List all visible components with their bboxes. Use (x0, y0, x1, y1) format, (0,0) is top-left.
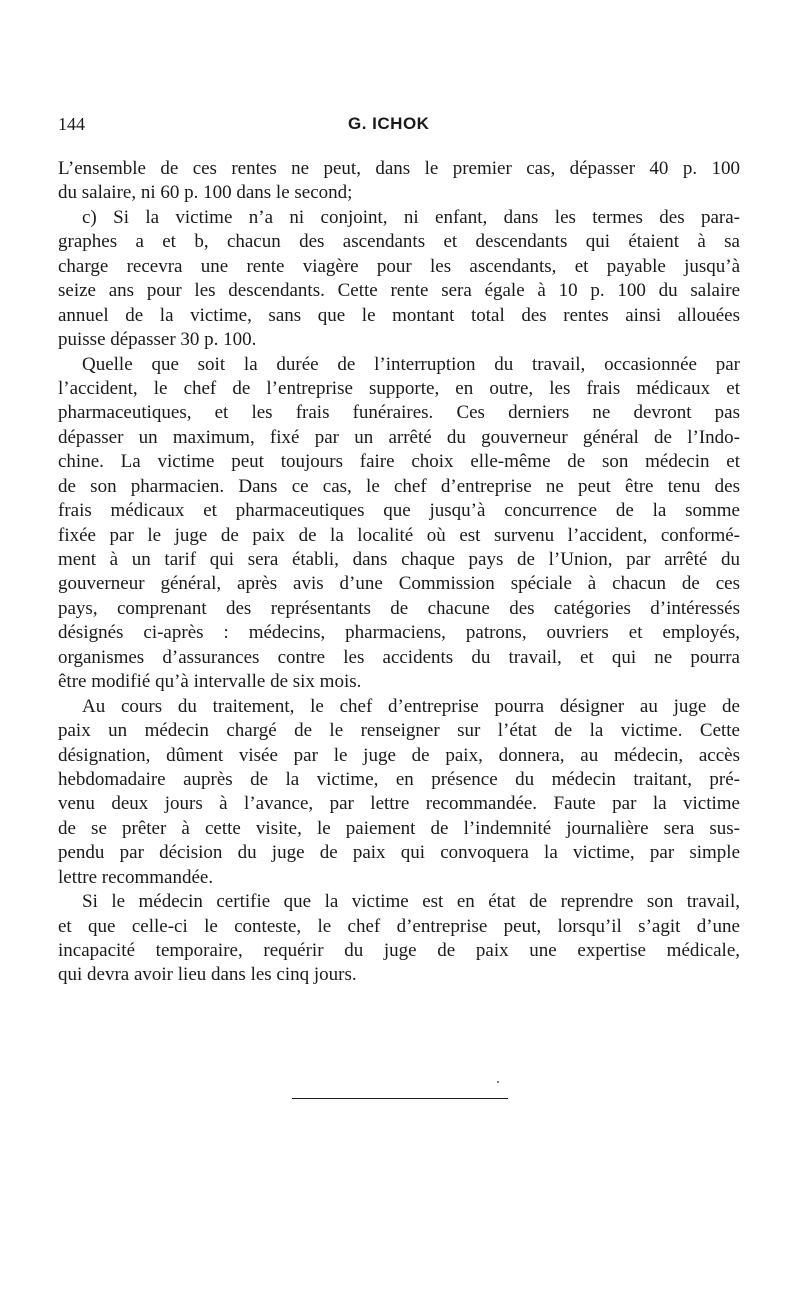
text-line: et que celle-ci le conteste, le chef d’entreprise peut, lorsqu’il s’agit d’une (58, 915, 740, 937)
text-line: désignés ci-après : médecins, pharmaciens, patrons, ouvriers et employés, (58, 622, 740, 644)
text-line: Quelle que soit la durée de l’interruption du travail, occasionnée par (82, 353, 740, 375)
text-line: incapacité temporaire, requérir du juge de paix une expertise médicale, (58, 940, 740, 961)
text-line: de son pharmacien. Dans ce cas, le chef d’entreprise ne peut être tenu des (58, 475, 740, 497)
text-line: graphes a et b, chacun des ascendants et descendants qui étaient à sa (58, 231, 740, 253)
text-line: hebdomadaire auprès de la victime, en présence du médecin traitant, pré- (58, 768, 740, 790)
text-line: Au cours du traitement, le chef d’entreprise pourra désigner au juge de (82, 695, 740, 717)
text-line: puisse dépasser 30 p. 100. (58, 329, 257, 351)
text-line: fixée par le juge de paix de la localité où est survenu l’accident, conformé- (58, 524, 740, 546)
text-line: pendu par décision du juge de paix qui convoquera la victime, par simple (58, 842, 740, 864)
page-number: 144 (58, 114, 85, 134)
text-line: charge recevra une rente viagère pour les ascendants, et payable jusqu’à (58, 255, 740, 277)
ink-speck (497, 1081, 499, 1083)
text-line: chine. La victime peut toujours faire choix elle-même de son médecin et (58, 451, 740, 473)
text-line: organismes d’assurances contre les accidents du travail, et qui ne pourra (58, 646, 740, 668)
running-head-author: G. ICHOK (348, 114, 430, 133)
text-line: désignation, dûment visée par le juge de paix, donnera, au médecin, accès (58, 744, 740, 766)
text-line: seize ans pour les descendants. Cette rente sera égale à 10 p. 100 du salaire (58, 280, 740, 302)
running-head (58, 114, 740, 138)
text-line: qui devra avoir lieu dans les cinq jours. (58, 964, 357, 986)
paragraph (58, 353, 740, 695)
text-line: pays, comprenant des représentants de chacune des catégories d’intéressés (58, 597, 740, 619)
text-line: Si le médecin certifie que la victime est en état de reprendre son travail, (82, 891, 740, 913)
text-line: l’accident, le chef de l’entreprise supporte, en outre, les frais médicaux et (58, 377, 740, 399)
paragraph (58, 890, 740, 988)
body-text (58, 157, 740, 988)
text-line: paix un médecin chargé de le renseigner sur l’état de la victime. Cette (58, 720, 740, 742)
text-line: du salaire, ni 60 p. 100 dans le second; (58, 182, 353, 204)
text-line: de se prêter à cette visite, le paiement de l’indemnité journalière sera sus- (58, 817, 740, 839)
end-rule (292, 1098, 508, 1099)
paragraph (58, 206, 740, 353)
text-line: pharmaceutiques, et les frais funéraires. Ces derniers ne devront pas (58, 402, 740, 424)
text-line: L’ensemble de ces rentes ne peut, dans le premier cas, dépasser 40 p. 100 (58, 158, 740, 179)
paragraph (58, 157, 740, 206)
text-line: frais médicaux et pharmaceutiques que jusqu’à concurrence de la somme (58, 500, 740, 522)
text-line: venu deux jours à l’avance, par lettre recommandée. Faute par la victime (58, 793, 740, 815)
text-line: dépasser un maximum, fixé par un arrêté du gouverneur général de l’Indo- (58, 426, 740, 448)
text-line: gouverneur général, après avis d’une Commission spéciale à chacun de ces (58, 573, 740, 595)
text-line: être modifié qu’à intervalle de six mois. (58, 671, 362, 693)
text-line: c) Si la victime n’a ni conjoint, ni enfant, dans les termes des para- (82, 206, 740, 228)
text-line: ment à un tarif qui sera établi, dans chaque pays de l’Union, par arrêté du (58, 549, 740, 570)
paragraph (58, 695, 740, 891)
text-line: lettre recommandée. (58, 866, 214, 888)
text-line: annuel de la victime, sans que le montant total des rentes ainsi allouées (58, 304, 740, 326)
